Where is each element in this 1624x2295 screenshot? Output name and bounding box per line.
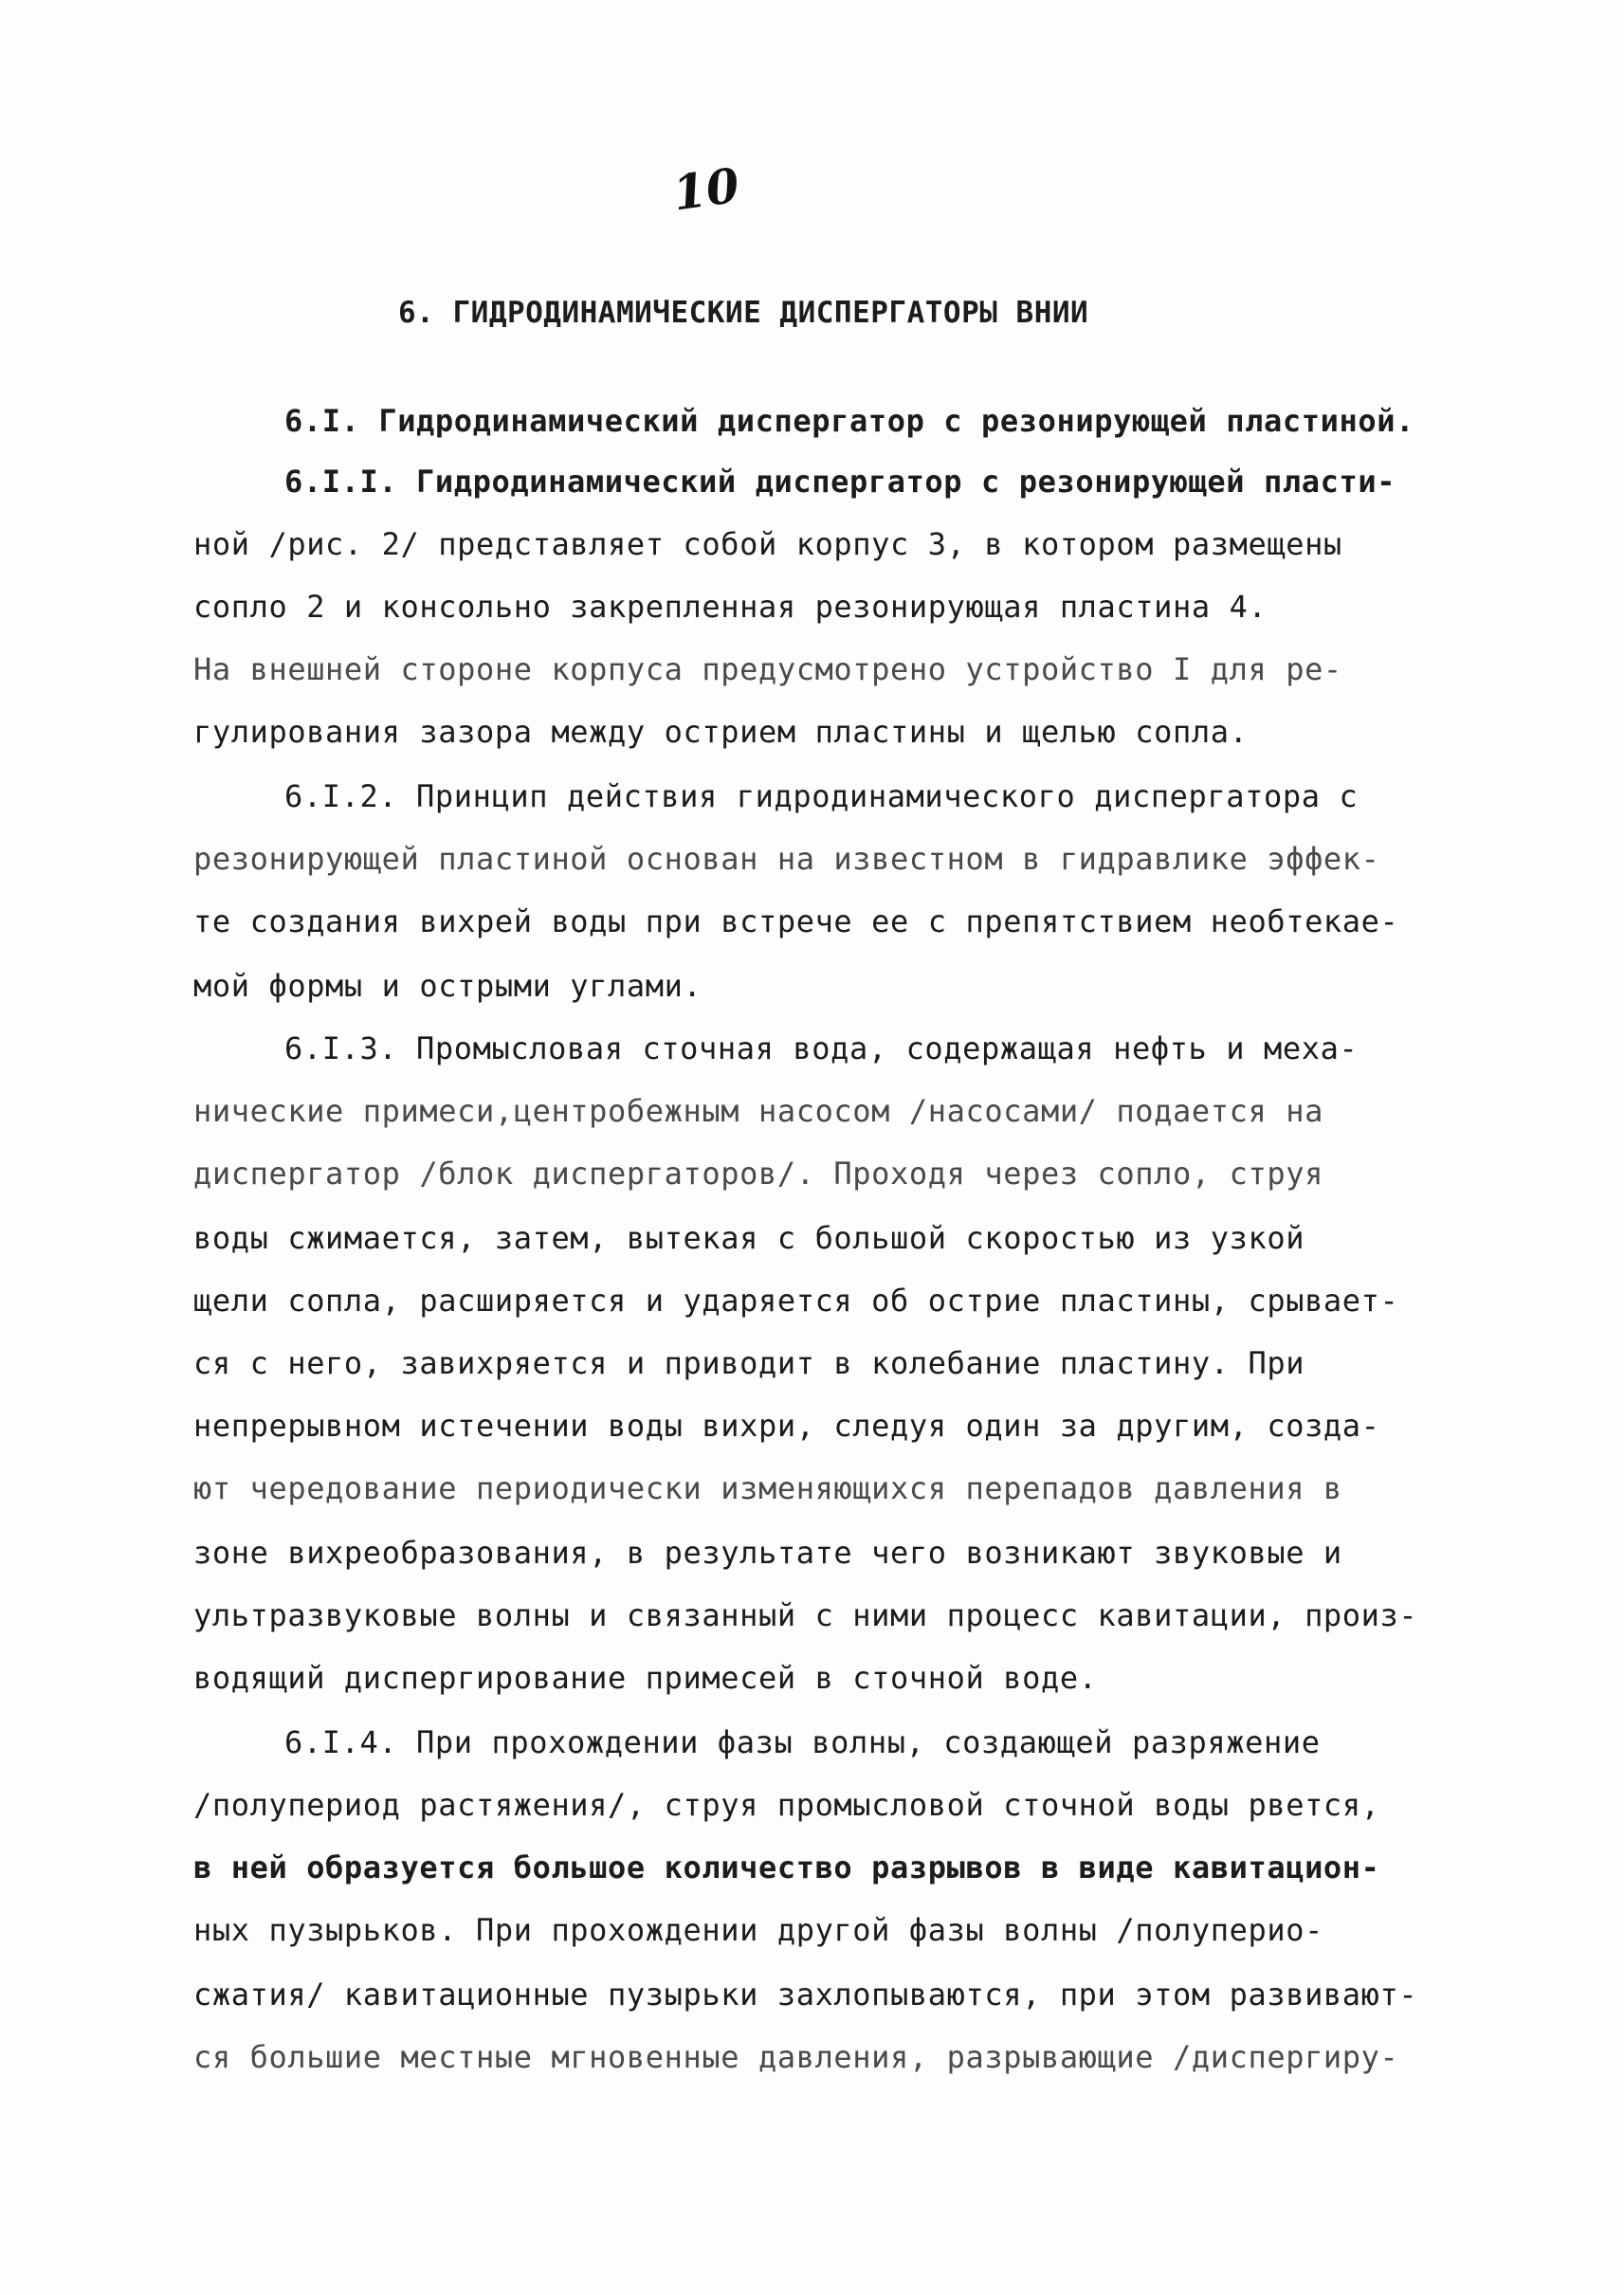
- paragraph-line: 6.I.3. Промысловая сточная вода, содержащая нефть и меха-: [284, 1030, 1359, 1066]
- paragraph-line: 6.I. Гидродинамический диспергатор с резонирующей пластиной.: [284, 403, 1414, 439]
- paragraph-line: 6.I.2. Принцип действия гидродинамического диспергатора с: [284, 778, 1359, 814]
- page-number: 10: [669, 156, 743, 222]
- section-title: 6. ГИДРОДИНАМИЧЕСКИЕ ДИСПЕРГАТОРЫ ВНИИ: [398, 296, 1089, 330]
- paragraph-line: ных пузырьков. При прохождении другой фазы волны /полуперио-: [193, 1912, 1323, 1948]
- paragraph-line: щели сопла, расширяется и ударяется об острие пластины, срывает-: [193, 1283, 1399, 1319]
- paragraph-line: водящий диспергирование примесей в сточной воде.: [193, 1660, 1098, 1696]
- paragraph-line: ся большие местные мгновенные давления, разрывающие /диспергиру-: [193, 2039, 1399, 2075]
- paragraph-line: 6.I.I. Гидродинамический диспергатор с резонирующей пласти-: [284, 464, 1396, 500]
- paragraph-line: ют чередование периодически изменяющихся перепадов давления в: [193, 1470, 1342, 1506]
- paragraph-line: гулирования зазора между острием пластины и щелью сопла.: [193, 714, 1249, 750]
- paragraph-line: /полупериод растяжения/, струя промысловой сточной воды рвется,: [193, 1787, 1380, 1823]
- paragraph-line: 6.I.4. При прохождении фазы волны, создающей разряжение: [284, 1724, 1321, 1760]
- paragraph-line: нические примеси,центробежным насосом /насосами/ подается на: [193, 1093, 1323, 1129]
- paragraph-line: непрерывном истечении воды вихри, следуя один за другим, созда-: [193, 1408, 1380, 1444]
- paragraph-line: сопло 2 и консольно закрепленная резонирующая пластина 4.: [193, 589, 1268, 625]
- paragraph-line: воды сжимается, затем, вытекая с большой скоростью из узкой: [193, 1220, 1305, 1256]
- paragraph-line: диспергатор /блок диспергаторов/. Проходя через сопло, струя: [193, 1156, 1323, 1192]
- paragraph-line: зоне вихреобразования, в результате чего возникают звуковые и: [193, 1535, 1342, 1571]
- paragraph-line: На внешней стороне корпуса предусмотрено устройство I для ре-: [193, 651, 1342, 687]
- paragraph-line: резонирующей пластиной основан на известном в гидравлике эффек-: [193, 841, 1380, 877]
- paragraph-line: ся с него, завихряется и приводит в колебание пластину. При: [193, 1345, 1305, 1381]
- paragraph-line: ной /рис. 2/ представляет собой корпус 3, в котором размещены: [193, 526, 1342, 562]
- paragraph-line: ультразвуковые волны и связанный с ними процесс кавитации, произ-: [193, 1597, 1418, 1633]
- paragraph-line: те создания вихрей воды при встрече ее с препятствием необтекае-: [193, 903, 1399, 939]
- paragraph-line: мой формы и острыми углами.: [193, 968, 703, 1004]
- paragraph-line: в ней образуется большое количество разрывов в виде кавитацион-: [193, 1849, 1380, 1885]
- paragraph-line: сжатия/ кавитационные пузырьки захлопываются, при этом развивают-: [193, 1976, 1418, 2013]
